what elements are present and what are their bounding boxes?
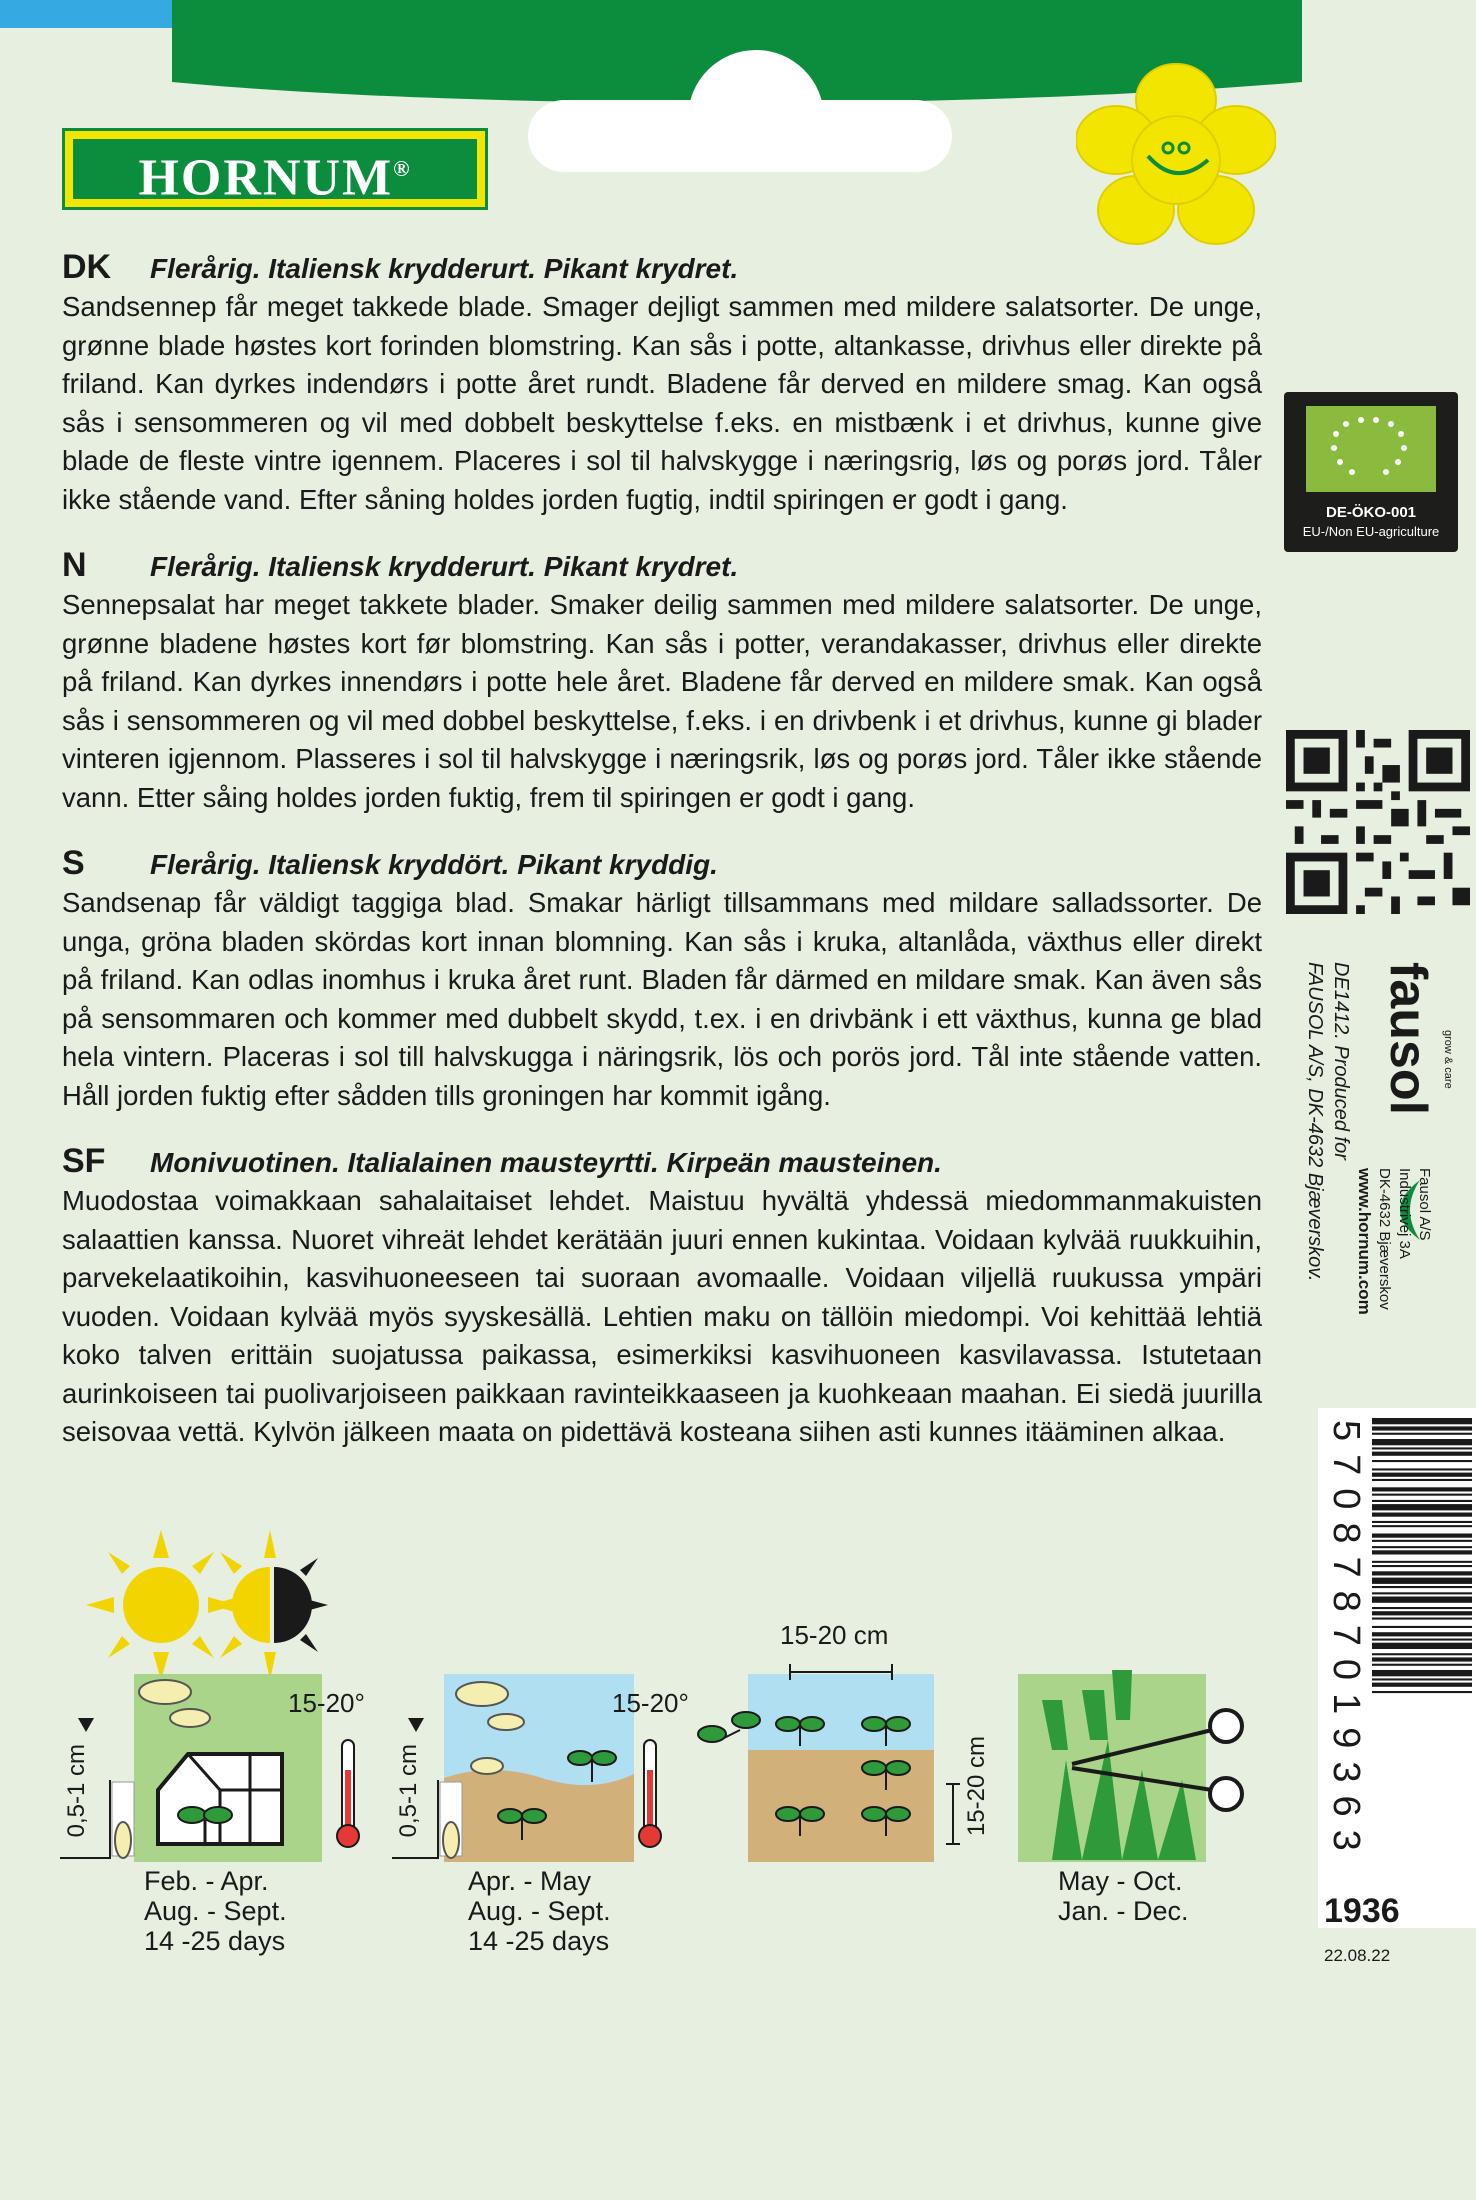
- language-code: DK: [62, 248, 112, 286]
- language-code: S: [62, 844, 85, 882]
- section-s: [62, 844, 1262, 1115]
- section-headline: Monivuotinen. Italialainen mausteyrtti. Kirpeän mausteinen.: [150, 1147, 942, 1178]
- barcode-bar: [1372, 1571, 1472, 1575]
- harvest-step: [1012, 1660, 1262, 1870]
- barcode-bar: [1372, 1513, 1472, 1517]
- sowing-period-outdoor: Apr. - May Aug. - Sept. 14 -25 days: [468, 1866, 611, 1956]
- hornum-logo: HORNUM®: [62, 128, 488, 210]
- fausol-logo: fausol: [1379, 962, 1437, 1116]
- half-sun-icon: [210, 1530, 340, 1680]
- section-sf: [62, 1142, 1262, 1452]
- barcode-bar: [1372, 1657, 1472, 1661]
- temperature-label: 15-20°: [612, 1688, 689, 1718]
- eu-leaf-icon: [1306, 406, 1436, 492]
- barcode-bar: [1372, 1433, 1472, 1435]
- barcode-bar: [1372, 1653, 1472, 1655]
- barcode-bar: [1372, 1487, 1472, 1491]
- plant-spacing-label: 15-20 cm: [780, 1620, 889, 1650]
- barcode-bar: [1372, 1494, 1472, 1496]
- barcode-bars: [1372, 1418, 1472, 1908]
- barcode-bar: [1372, 1664, 1472, 1666]
- organic-code: DE-ÖKO-001: [1325, 504, 1417, 521]
- barcode-bar: [1372, 1426, 1472, 1430]
- barcode-bar: [1372, 1479, 1472, 1481]
- section-dk: [62, 248, 1262, 519]
- barcode-bar: [1372, 1678, 1472, 1680]
- sowing-period-greenhouse: Feb. - Apr. Aug. - Sept. 14 -25 days: [144, 1866, 287, 1956]
- barcode-bar: [1372, 1418, 1472, 1424]
- barcode-bar: [1372, 1626, 1472, 1628]
- barcode-bar: [1372, 1691, 1472, 1693]
- barcode-bar: [1372, 1683, 1472, 1687]
- barcode-bar: [1372, 1500, 1472, 1502]
- barcode-bar: [1372, 1639, 1472, 1641]
- fausol-address: Fausol A/S Industrivej 3A DK-4632 Bjæverskov www.hornum.com: [1355, 1168, 1433, 1315]
- article-number: 1936: [1324, 1892, 1400, 1930]
- barcode-bar: [1372, 1550, 1472, 1554]
- organic-origin: EU-/Non EU-agriculture: [1302, 524, 1440, 539]
- section-body: Muodostaa voimakkaan sahalaitaiset lehdet. Maistuu hyvältä yhdessä miedommanmakuisten salaattien kanssa. Nuoret vihreät lehdet kerätään juuri ennen kukintaa. Voidaan kylvää ruukkuihin, parvekelaatikoihin, kasvihuoneeseen tai suoraan avomaalle. Voidaan viljellä ruukussa ympäri vuoden. Voidaan kylvää myös syyskesällä. Lehtien maku on tällöin miedompi. Voi kehittää lehtiä koko talven erittäin suojatussa paikassa, esimerkiksi kasvihuoneen kasvilavassa. Istutetaan aurinkoiseen tai puolivarjoiseen paikkaan ravinteikkaaseen ja kuohkeaan maahan. Ei siedä juurilla seisovaa vettä. Kylvön jälkeen maata on pidettävä kosteana siihen asti kunnes itääminen alkaa.: [62, 1185, 1262, 1447]
- barcode: [1318, 1408, 1476, 1928]
- section-headline: Flerårig. Italiensk kryddört. Pikant kryddig.: [150, 849, 718, 880]
- depth-label: 0,5-1 cm: [63, 1744, 90, 1838]
- barcode-bar: [1372, 1439, 1472, 1445]
- barcode-bar: [1372, 1565, 1472, 1567]
- flower-mascot-icon: [1076, 60, 1276, 250]
- row-spacing-label: 15-20 cm: [963, 1736, 990, 1837]
- barcode-bar: [1372, 1473, 1472, 1477]
- barcode-bar: [1372, 1546, 1472, 1548]
- barcode-bar: [1372, 1578, 1472, 1584]
- section-headline: Flerårig. Italiensk krydderurt. Pikant krydret.: [150, 253, 739, 284]
- qr-code[interactable]: [1286, 730, 1470, 914]
- corner-accent: [0, 0, 175, 28]
- barcode-bar: [1372, 1468, 1472, 1470]
- barcode-bar: [1372, 1561, 1472, 1563]
- barcode-bar: [1372, 1540, 1472, 1542]
- barcode-bar: [1372, 1611, 1472, 1615]
- barcode-bar: [1372, 1670, 1472, 1676]
- eu-organic-badge: [1284, 392, 1458, 552]
- harvest-period: May - Oct. Jan. - Dec.: [1058, 1866, 1189, 1926]
- language-code: N: [62, 546, 87, 584]
- producer-note: DE1412. Produced for FAUSOL A/S, DK-4632 Bjæverskov.: [1304, 962, 1352, 1282]
- section-body: Sennepsalat har meget takkete blader. Smaker deilig sammen med mildere salatsorter. De unge, grønne bladene høstes kort før blomstring. Kan sås i potter, verandakasser, drivhus eller direkte på friland. Kan dyrkes innendørs i potte hele året. Bladene får derved en mildere smak. Kan også sås i sensommeren og vil med dobbel beskyttelse, f.eks. i en drivbenk i et drivhus, kunne gi blader vinteren igjennom. Plasseres i sol til halvskygge i næringsrik, løs og porøs jord. Tåler ikke stående vann. Etter såing holdes jorden fuktig, frem til spiringen er godt i gang.: [62, 589, 1262, 813]
- barcode-bar: [1372, 1534, 1472, 1538]
- language-code: SF: [62, 1142, 106, 1180]
- date-code: 22.08.22: [1324, 1946, 1391, 1965]
- section-n: [62, 546, 1262, 817]
- barcode-bar: [1372, 1632, 1472, 1636]
- barcode-bar: [1372, 1643, 1472, 1649]
- barcode-bar: [1372, 1592, 1472, 1594]
- barcode-bar: [1372, 1447, 1472, 1449]
- barcode-bar: [1372, 1607, 1472, 1609]
- depth-label: 0,5-1 cm: [395, 1744, 422, 1838]
- barcode-bar: [1372, 1597, 1472, 1603]
- barcode-bar: [1372, 1452, 1472, 1456]
- barcode-bar: [1372, 1504, 1472, 1510]
- fausol-tagline: grow & care: [1442, 1030, 1454, 1089]
- barcode-bar: [1372, 1618, 1472, 1620]
- barcode-bar: [1372, 1586, 1472, 1588]
- section-headline: Flerårig. Italiensk krydderurt. Pikant krydret.: [150, 551, 739, 582]
- section-body: Sandsenap får väldigt taggiga blad. Smakar härligt tillsammans med mildare salladssorter. De unga, gröna bladen skördas kort innan blomning. Kan sås i kruka, altanlåda, växthus eller direkt på friland. Kan odlas inomhus i kruka året runt. Bladen får därmed en mildare smak. Kan även sås på sensommaren och kommer med dubbelt skydd, t.ex. i en drivbänk i ett växthus, kunna ge blad hela vintern. Placeras i sol till halvskugga i näringsrik, lös och porös jord. Tål inte stående vatten. Håll jorden fuktig efter sådden tills groningen har kommit igång.: [62, 887, 1262, 1111]
- section-body: Sandsennep får meget takkede blade. Smager dejligt sammen med mildere salatsorter. De unge, grønne blade høstes kort forinden blomstring. Kan sås i potte, altankasse, drivhus eller direkte på friland. Kan dyrkes indendørs i potte året rundt. Bladene får derved en mildere smag. Kan også sås i sensommeren og vil med dobbelt beskyttelse f.eks. en mistbænk i et drivhus, kunne give blade de fleste vintre igennem. Placeres i sol til halvskygge i næringsrig, løs og porøs jord. Tåler ikke stående vand. Efter såning holdes jorden fugtig, indtil spiringen er godt i gang.: [62, 291, 1262, 515]
- temperature-label: 15-20°: [288, 1688, 365, 1718]
- barcode-digits: 5708787019363: [1325, 1420, 1367, 1864]
- barcode-bar: [1372, 1521, 1472, 1523]
- barcode-bar: [1372, 1525, 1472, 1527]
- barcode-bar: [1372, 1460, 1472, 1462]
- label-area: [528, 100, 952, 172]
